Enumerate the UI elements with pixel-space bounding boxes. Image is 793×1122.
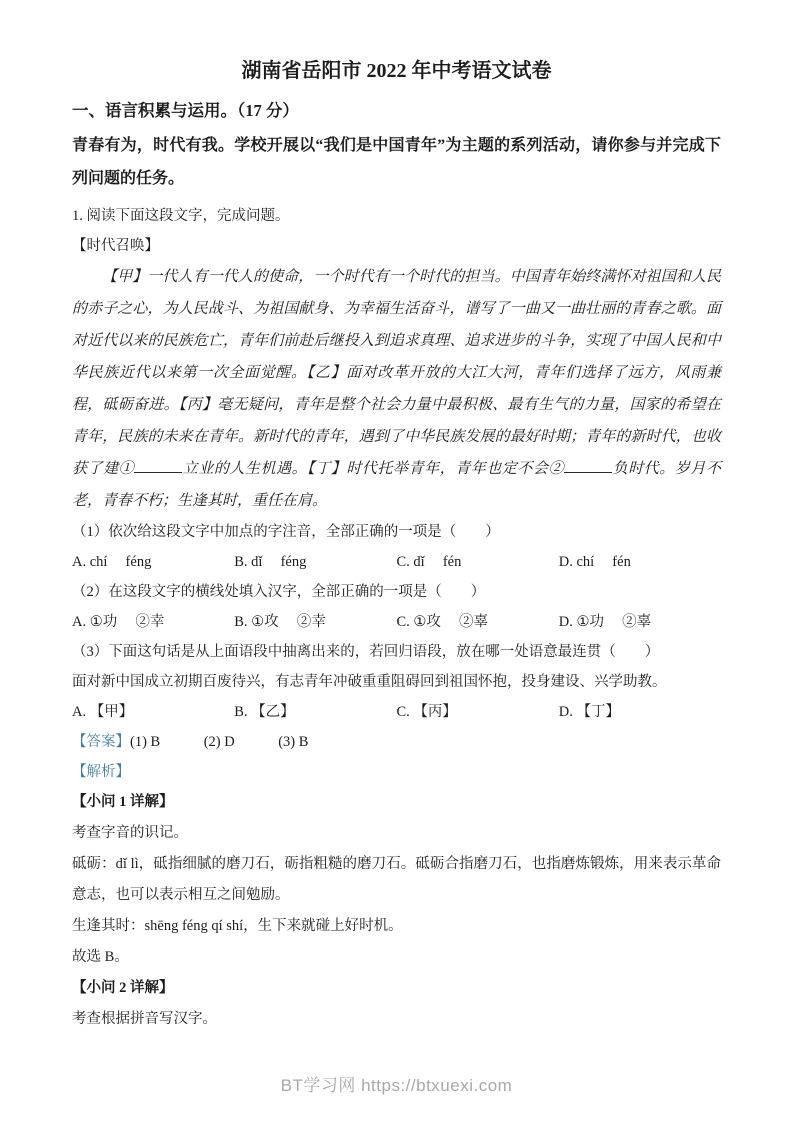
subquestion2-heading: 【小问 2 详解】 bbox=[72, 980, 174, 996]
subquestion1-heading: 【小问 1 详解】 bbox=[72, 794, 174, 810]
option-d: D. chí fén bbox=[558, 554, 631, 570]
answer-line bbox=[72, 727, 721, 757]
emphasized-char-li: 砺 • bbox=[118, 397, 133, 413]
subquestion2-intro: 考查根据拼音写汉字。 bbox=[72, 1011, 217, 1027]
subquestion1-paragraph: 砥砺：dǐ lì，砥指细腻的磨刀石，砺指粗糙的磨刀石。砥砺合指磨刀石，也指磨炼锻炼，用来表示革命意志，也可以表示相互之间勉励。 bbox=[72, 856, 721, 903]
passage-seg2: 奋进。【丙】毫无疑问，青年是整个社会力量中最积极、最有生气的力量，国家的希望在青年，民族的未来在青年。新时代的青年，遇到了中华民族发展的最好时期；青年的新时代，也收获了建① bbox=[72, 397, 721, 477]
option-c: C. ①攻 ②辜 bbox=[396, 614, 489, 630]
question1-lead: 1. 阅读下面这段文字，完成问题。 bbox=[72, 208, 290, 224]
analysis-label-line bbox=[72, 757, 721, 787]
passage-seg1: 【甲】一代人有一代人的使命，一个时代有一个时代的担当。中国青年始终满怀对祖国和人民的赤子之心，为人民战斗、为祖国献身、为幸福生活奋斗，谱写了一曲又一曲壮丽的青春之歌。面对近代以来的民族危亡，青年们前赴后继投入到追求真理、追求进步的斗争，实现了中国人民和中华民族近代以来第一次全面觉醒。【乙】面对改革开放的大江大河，青年们选择了远方，风雨兼程，砥 bbox=[72, 269, 721, 413]
question2-stem: （2）在这段文字的横线处填入汉字，全部正确的一项是（ ） bbox=[72, 584, 486, 600]
passage-paragraph bbox=[72, 261, 721, 517]
passage-seg5: 其时，重任在肩。 bbox=[207, 493, 328, 509]
question3-options bbox=[72, 697, 721, 727]
subquestion1-conclusion: 故选 B。 bbox=[72, 949, 129, 965]
site-watermark: BT学习网 https://btxuexi.com bbox=[280, 1076, 513, 1095]
question1-options bbox=[72, 547, 721, 577]
passage-title: 【时代召唤】 bbox=[72, 238, 159, 254]
passage-seg3: 立业的人生机遇。【丁】时代托举青年，青年也定不会② bbox=[182, 461, 565, 477]
emphasized-char-feng: 逢 • bbox=[192, 493, 207, 509]
question3-sentence: 面对新中国成立初期百废待兴，有志青年冲破重重阻碍回到祖国怀抱，投身建设、兴学助教。 bbox=[72, 674, 667, 690]
option-d: D. 【丁】 bbox=[558, 704, 620, 720]
page-title: 湖南省岳阳市 2022 年中考语文试卷 bbox=[241, 60, 552, 82]
option-a: A. ①功 ②幸 bbox=[72, 614, 165, 630]
question2-options bbox=[72, 607, 721, 637]
blank-underline-2 bbox=[564, 459, 612, 473]
option-c: C. 【丙】 bbox=[396, 704, 457, 720]
option-b: B. ①攻 ②幸 bbox=[234, 614, 326, 630]
section-heading: 一、语言积累与运用。（17 分） bbox=[72, 101, 299, 120]
option-b: B. dǐ féng bbox=[234, 554, 307, 570]
intro-paragraph: 青春有为，时代有我。学校开展以“我们是中国青年”为主题的系列活动，请你参与并完成下列问题的任务。 bbox=[72, 137, 721, 187]
answer-text: (1) B (2) D (3) B bbox=[130, 734, 309, 750]
question1-stem: （1）依次给这段文字中加点的字注音，全部正确的一项是（ ） bbox=[72, 524, 500, 540]
blank-underline-1 bbox=[134, 459, 182, 473]
analysis-label: 【解析】 bbox=[72, 764, 130, 780]
option-c: C. dǐ fén bbox=[396, 554, 462, 570]
subquestion1-intro: 考查字音的识记。 bbox=[72, 825, 188, 841]
question3-stem: （3）下面这句话是从上面语段中抽离出来的，若回归语段，放在哪一处语意最连贯（ ） bbox=[72, 644, 660, 660]
option-a: A. 【甲】 bbox=[72, 704, 134, 720]
answer-label: 【答案】 bbox=[72, 734, 130, 750]
option-b: B. 【乙】 bbox=[234, 704, 295, 720]
option-a: A. chí féng bbox=[72, 554, 152, 570]
option-d: D. ①功 ②辜 bbox=[558, 614, 652, 630]
subquestion1-line2: 生逢其时：shēng féng qí shí，生下来就碰上好时机。 bbox=[72, 918, 403, 934]
passage-seg4: 负时代。岁月不老，青春不朽；生 bbox=[72, 461, 721, 509]
